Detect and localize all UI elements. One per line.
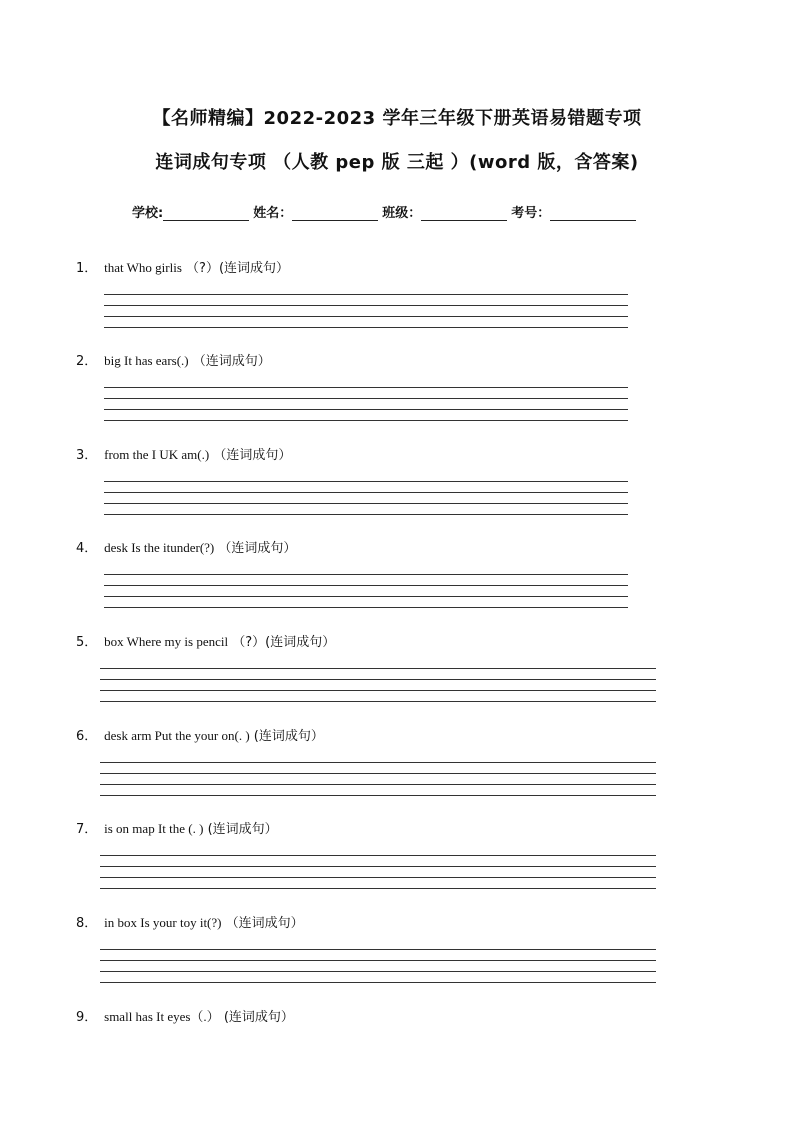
writing-line (104, 316, 628, 317)
writing-line (100, 668, 656, 669)
writing-line (100, 795, 656, 796)
answer-lines[interactable] (76, 656, 676, 704)
writing-line (104, 420, 628, 421)
question-instruction: (连词成句） (223, 1010, 294, 1025)
question-words: desk Is the itunder(?) (104, 540, 215, 555)
writing-line (104, 503, 628, 504)
name-blank[interactable] (292, 206, 378, 221)
question-instruction: (连词成句） (253, 729, 324, 744)
question-number: 1． (76, 261, 98, 276)
question-number: 8． (76, 916, 98, 931)
school-blank[interactable] (163, 206, 249, 221)
question-number: 6． (76, 729, 98, 744)
answer-lines[interactable] (76, 469, 676, 517)
school-label: 学校: (132, 206, 164, 221)
exam-no-blank[interactable] (550, 206, 636, 221)
writing-line (100, 949, 656, 950)
question-words: big It has ears(.) (104, 353, 189, 368)
writing-line (100, 982, 656, 983)
question-instruction: (连词成句） (207, 822, 278, 837)
writing-line (100, 701, 656, 702)
question-words: that Who girlis (104, 260, 182, 275)
document-title-line2: 连词成句专项 （人教 pep 版 三起 ）(word 版，含答案) (155, 152, 639, 173)
question-number: 4． (76, 541, 98, 556)
answer-lines[interactable] (76, 375, 676, 423)
document-title-line1: 【名师精编】2022-2023 学年三年级下册英语易错题专项 (152, 108, 642, 129)
writing-line (104, 305, 628, 306)
school-field (132, 202, 253, 221)
writing-line (104, 327, 628, 328)
question-instruction: （?）(连词成句） (186, 261, 290, 276)
writing-line (100, 971, 656, 972)
exam-no-field (511, 202, 640, 221)
class-blank[interactable] (421, 206, 507, 221)
question-instruction: （连词成句） (192, 354, 271, 369)
question-7 (76, 819, 676, 891)
question-text (76, 1007, 676, 1027)
student-info-row (132, 202, 672, 221)
question-words: from the I UK am(.) (104, 447, 210, 462)
writing-line (100, 690, 656, 691)
answer-lines[interactable] (76, 282, 676, 330)
answer-lines[interactable] (76, 562, 676, 610)
class-label: 班级： (382, 206, 422, 221)
answer-lines[interactable] (76, 750, 676, 798)
question-text (76, 258, 676, 278)
class-field (382, 202, 511, 221)
name-field (253, 202, 382, 221)
name-label: 姓名： (253, 206, 293, 221)
writing-line (104, 294, 628, 295)
writing-line (104, 481, 628, 482)
writing-line (104, 387, 628, 388)
writing-line (104, 585, 628, 586)
question-text (76, 351, 676, 371)
question-3 (76, 445, 676, 517)
writing-line (104, 492, 628, 493)
question-2 (76, 351, 676, 423)
question-instruction: （连词成句） (213, 448, 292, 463)
answer-lines[interactable] (76, 937, 676, 985)
writing-line (100, 877, 656, 878)
writing-line (104, 574, 628, 575)
question-text (76, 726, 676, 746)
writing-line (100, 855, 656, 856)
writing-line (100, 762, 656, 763)
writing-line (100, 960, 656, 961)
question-9 (76, 1007, 676, 1027)
writing-line (104, 607, 628, 608)
question-4 (76, 538, 676, 610)
writing-line (100, 773, 656, 774)
question-6 (76, 726, 676, 798)
question-text (76, 632, 676, 652)
question-instruction: （连词成句） (225, 916, 304, 931)
question-number: 2． (76, 354, 98, 369)
writing-line (104, 596, 628, 597)
writing-line (100, 679, 656, 680)
question-number: 3． (76, 448, 98, 463)
writing-line (100, 784, 656, 785)
question-number: 9． (76, 1010, 98, 1025)
answer-lines[interactable] (76, 843, 676, 891)
question-words: is on map It the (. ) (104, 821, 204, 836)
writing-line (104, 514, 628, 515)
question-1 (76, 258, 676, 330)
question-text (76, 538, 676, 558)
question-text (76, 445, 676, 465)
question-text (76, 819, 676, 839)
question-words: box Where my is pencil (104, 634, 229, 649)
writing-line (100, 866, 656, 867)
question-number: 7． (76, 822, 98, 837)
question-instruction: （连词成句） (218, 541, 297, 556)
exam-no-label: 考号： (511, 206, 551, 221)
question-instruction: （?）(连词成句） (232, 635, 336, 650)
question-words: small has It eyes（.） (104, 1009, 220, 1024)
question-8 (76, 913, 676, 985)
question-text (76, 913, 676, 933)
question-number: 5． (76, 635, 98, 650)
writing-line (100, 888, 656, 889)
writing-line (104, 398, 628, 399)
question-words: in box Is your toy it(?) (104, 915, 222, 930)
writing-line (104, 409, 628, 410)
question-words: desk arm Put the your on(. ) (104, 728, 250, 743)
question-5 (76, 632, 676, 704)
